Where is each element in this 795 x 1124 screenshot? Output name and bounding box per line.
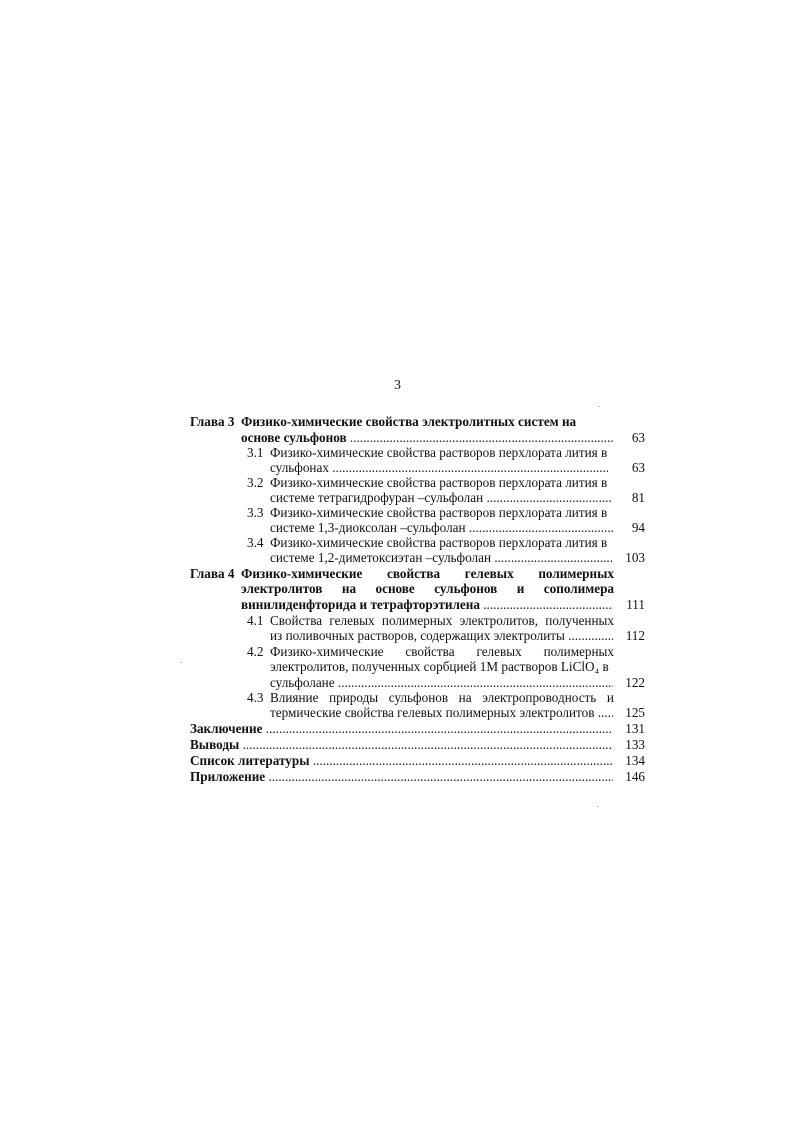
section-4-2-page: 122	[625, 675, 645, 690]
section-3-1-line2: сульфонах .....	[270, 460, 608, 475]
chapter-3-page: 63	[631, 430, 645, 445]
section-3-3-line2: системе 1,3-диоксолан –сульфолан .....	[270, 520, 613, 535]
section-3-3-number: 3.3	[247, 505, 264, 520]
section-3-2-line2: системе тетрагидрофуран –сульфолан .....	[270, 490, 612, 505]
section-3-4-number: 3.4	[247, 535, 264, 550]
section-4-3-page: 125	[625, 705, 645, 720]
chapter-4-title-line3: винилиденфторида и тетрафторэтилена .....	[241, 597, 613, 612]
scan-speck	[597, 806, 599, 807]
section-3-1-line1: Физико-химические свойства растворов перхлората лития в	[270, 445, 608, 460]
section-4-2-number: 4.2	[247, 644, 264, 659]
section-4-3-line2: термические свойства гелевых полимерных электролитов .....	[270, 705, 613, 720]
section-3-3-line1: Физико-химические свойства растворов перхлората лития в	[270, 505, 608, 520]
scan-speck	[180, 662, 182, 663]
section-3-2-number: 3.2	[247, 475, 264, 490]
section-3-1-number: 3.1	[247, 445, 264, 460]
section-3-3-page: 94	[631, 520, 645, 535]
chapter-4-label: Глава 4	[190, 566, 235, 581]
conclusion-page: 131	[625, 721, 645, 736]
section-3-2-line1: Физико-химические свойства растворов перхлората лития в	[270, 475, 608, 490]
findings-entry: Выводы .....	[190, 737, 613, 752]
chapter-3-label: Глава 3	[190, 414, 235, 429]
section-4-1-line1: Свойства гелевых полимерных электролитов, полученных	[270, 613, 614, 628]
findings-page: 133	[625, 737, 645, 752]
chapter-3-title-line2: основе сульфонов .....	[241, 430, 613, 445]
section-3-4-line2: системе 1,2-диметоксиэтан –сульфолан .....	[270, 550, 613, 565]
chapter-4-page: 111	[626, 597, 645, 612]
section-4-3-number: 4.3	[247, 690, 264, 705]
chapter-4-title-line2: электролитов на основе сульфонов и сополимера	[241, 581, 614, 596]
chapter-4-title-line1: Физико-химические свойства гелевых полимерных	[241, 566, 614, 581]
scan-speck	[598, 406, 600, 407]
section-4-3-line1: Влияние природы сульфонов на электропроводность и	[270, 690, 614, 705]
section-4-2-line3: сульфолане .....	[270, 675, 613, 690]
chapter-3-title-line1: Физико-химические свойства электролитных систем на	[241, 414, 577, 429]
section-4-2-line2: электролитов, полученных сорбцией 1М растворов LiClO₄ в	[270, 659, 609, 674]
section-3-1-page: 63	[631, 460, 645, 475]
appendix-page: 146	[625, 769, 645, 784]
appendix-entry: Приложение .....	[190, 769, 613, 784]
section-4-1-number: 4.1	[247, 613, 264, 628]
conclusion-entry: Заключение .....	[190, 721, 613, 736]
section-3-4-line1: Физико-химические свойства растворов перхлората лития в	[270, 535, 608, 550]
section-4-2-line1: Физико-химические свойства гелевых полимерных	[270, 644, 614, 659]
section-4-1-line2: из поливочных растворов, содержащих электролиты .....	[270, 628, 613, 643]
section-3-2-page: 81	[631, 490, 645, 505]
references-entry: Список литературы .....	[190, 753, 613, 768]
section-3-4-page: 103	[625, 550, 645, 565]
section-4-1-page: 112	[625, 628, 645, 643]
page-number: 3	[394, 378, 401, 393]
references-page: 134	[625, 753, 645, 768]
